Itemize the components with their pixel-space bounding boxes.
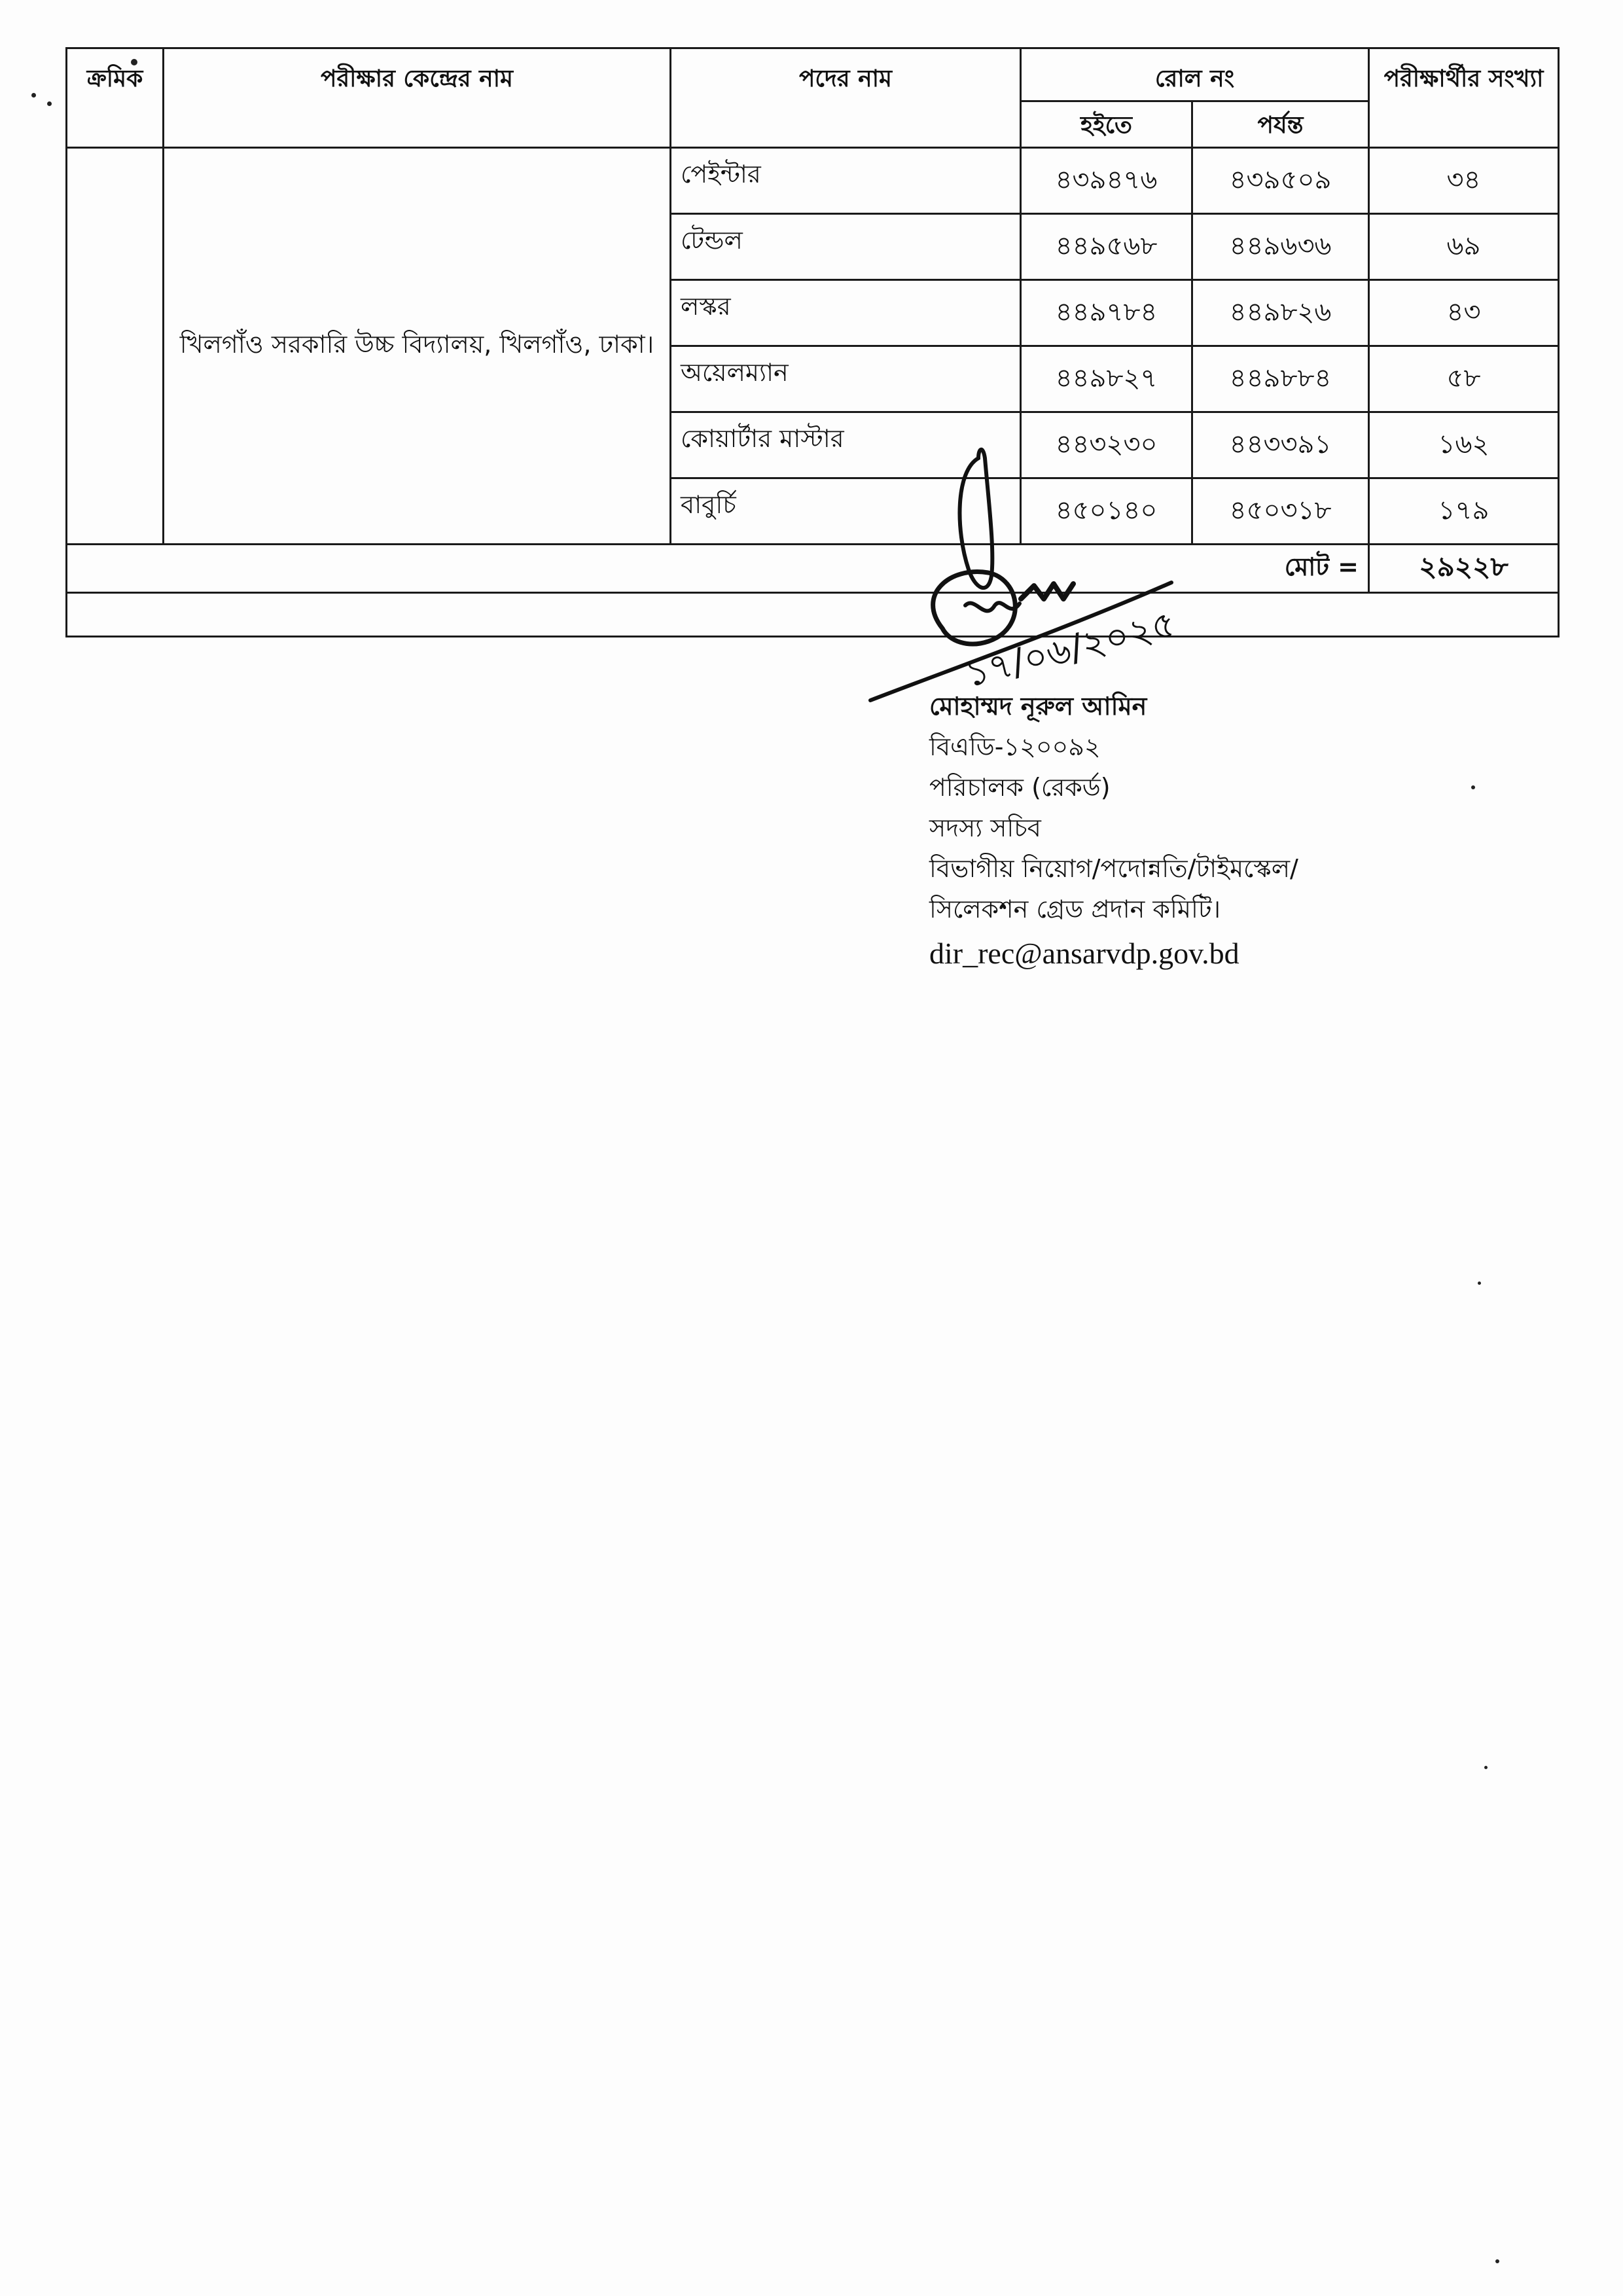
candidate-count: ৬৯ — [1369, 214, 1559, 280]
signatory-email: dir_rec@ansarvdp.gov.bd — [929, 937, 1240, 970]
roll-from: ৪৩৯৪৭৬ — [1021, 148, 1192, 214]
total-row — [67, 545, 1559, 593]
signatory-name: মোহাম্মদ নূরুল আমিন — [929, 692, 1147, 721]
signature-date: ১৭/০৬/২০২৫ — [961, 602, 1180, 696]
signatory-id: বিএডি-১২০০৯২ — [929, 732, 1101, 761]
roll-to: ৪৪৯৬৩৬ — [1192, 214, 1369, 280]
candidate-count: ১৭৯ — [1369, 478, 1559, 545]
candidate-count: ৪৩ — [1369, 280, 1559, 346]
post-name: বাবুর্চি — [671, 478, 1021, 545]
scan-speck — [1484, 1766, 1488, 1769]
roll-from: ৪৪৯৫৬৮ — [1021, 214, 1192, 280]
scan-speck — [1471, 785, 1475, 789]
signatory-block — [929, 686, 1298, 974]
serial-header: ক্রমিক — [67, 48, 164, 148]
header-row — [67, 48, 1559, 101]
committee-line-1: বিভাগীয় নিয়োগ/পদোন্নতি/টাইমস্কেল/ — [929, 854, 1298, 883]
scan-speck — [131, 59, 137, 65]
signatory-title: পরিচালক (রেকর্ড) — [929, 773, 1111, 802]
post-name: কোয়ার্টার মাস্টার — [671, 412, 1021, 478]
candidate-count: ১৬২ — [1369, 412, 1559, 478]
candidate-count: ৩৪ — [1369, 148, 1559, 214]
roll-to: ৪৪৯৮২৬ — [1192, 280, 1369, 346]
scan-speck — [1478, 1282, 1481, 1285]
exam-center-table — [65, 47, 1560, 637]
roll-from: ৪৪৯৭৮৪ — [1021, 280, 1192, 346]
scan-speck — [31, 93, 36, 98]
post-name: লস্কর — [671, 280, 1021, 346]
post-name: পেইন্টার — [671, 148, 1021, 214]
signatory-role: সদস্য সচিব — [929, 814, 1041, 842]
signature-drawing — [857, 432, 1198, 707]
roll-to: ৪৪৯৮৮৪ — [1192, 346, 1369, 412]
blank-row — [67, 593, 1559, 637]
roll-to-header: পর্যন্ত — [1192, 101, 1369, 148]
roll-to: ৪৫০৩১৮ — [1192, 478, 1369, 545]
roll-from-header: হইতে — [1021, 101, 1192, 148]
table-row — [67, 148, 1559, 214]
handwritten-signature — [857, 432, 1198, 707]
roll-to: ৪৪৩৩৯১ — [1192, 412, 1369, 478]
candidate-count-header: পরীক্ষার্থীর সংখ্যা — [1369, 48, 1559, 148]
roll-to: ৪৩৯৫০৯ — [1192, 148, 1369, 214]
roll-from: ৪৪৯৮২৭ — [1021, 346, 1192, 412]
exam-center-name: খিলগাঁও সরকারি উচ্চ বিদ্যালয়, খিলগাঁও, ঢাকা। — [164, 148, 671, 545]
roll-from: ৪৪৩২৩০ — [1021, 412, 1192, 478]
total-label: মোট = — [1021, 545, 1369, 593]
post-name: অয়েলম্যান — [671, 346, 1021, 412]
roll-header: রোল নং — [1021, 48, 1369, 101]
committee-line-2: সিলেকশন গ্রেড প্রদান কমিটি। — [929, 895, 1221, 924]
scan-speck — [47, 101, 52, 106]
blank-cell — [67, 593, 1559, 637]
candidate-count: ৫৮ — [1369, 346, 1559, 412]
post-name-header: পদের নাম — [671, 48, 1021, 148]
center-name-header: পরীক্ষার কেন্দ্রের নাম — [164, 48, 671, 148]
scan-speck — [1495, 2259, 1499, 2263]
post-name: টেন্ডল — [671, 214, 1021, 280]
serial-cell — [67, 148, 164, 545]
total-value: ২৯২২৮ — [1369, 545, 1559, 593]
roll-from: ৪৫০১৪০ — [1021, 478, 1192, 545]
